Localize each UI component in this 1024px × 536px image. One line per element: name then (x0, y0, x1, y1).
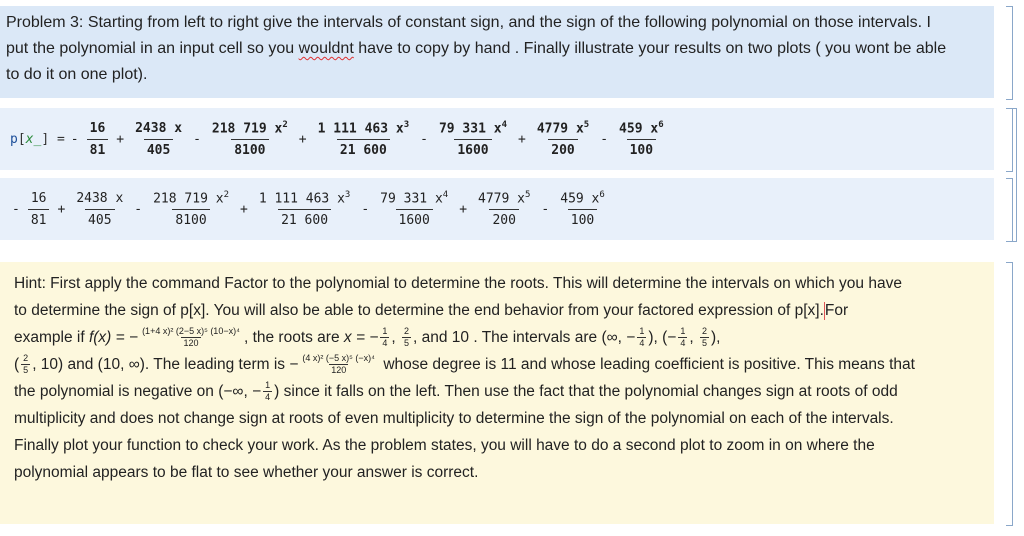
cell-bracket-hint[interactable] (1006, 262, 1013, 526)
exponent: 4 (442, 189, 449, 200)
hint-line-5 (14, 378, 982, 405)
term-numerator (87, 121, 109, 139)
term-denominator: 8100 (231, 139, 268, 158)
problem-line-2b: have to copy by hand . Finally illustrate your results on two plots ( you wont be able (353, 40, 947, 57)
inline-fraction (300, 353, 377, 376)
function-arg: x_ (25, 131, 42, 147)
numerator-text: 2438 x (76, 190, 124, 206)
term-numerator (73, 191, 126, 209)
hint-line-7: Finally plot your function to check your work. As the problem states, you will have to do a second plot to zoom in on where the (14, 437, 875, 454)
numerator-text: 218 719 x (153, 191, 224, 207)
hint-text: example if (14, 329, 89, 346)
operator: + (57, 201, 66, 217)
exponent: 2 (223, 189, 229, 200)
term-denominator: 200 (548, 139, 577, 158)
fraction-num: 2 (404, 326, 410, 337)
operator: - (361, 201, 370, 217)
hint-line-1: Hint: First apply the command Factor to the polynomial to determine the roots. This will determine the intervals on which you have (14, 275, 902, 292)
output-expression (10, 178, 614, 240)
inline-fraction (402, 326, 411, 349)
hint-line-3: example if f(x) = − $\frac{\text{(1+4 x)² (2−5 x)⁵ (10−x)⁴}}{120}$ , the roots are x = − $\frac{1}{4}$ , $\frac{2}{5}$ , and 10 . The intervals are (∞, − $\frac{1}{4}$ ), (− $\frac{1}{4}$ , $\frac{2}{5}$ ), (14, 326, 721, 349)
hint-math: x = − (343, 329, 379, 346)
inline-fraction (637, 326, 646, 349)
hint-line-2b: For (824, 302, 849, 319)
numerator-text: 218 719 x (211, 121, 283, 137)
term-denominator: 81 (28, 209, 50, 228)
input-cell[interactable] (0, 108, 994, 170)
operator: - (134, 201, 143, 217)
fraction-num: (1+4 x)² (2−5 x)⁵ (10−x)⁴ (142, 326, 240, 337)
hint-line-8: polynomial appears to be flat to see whether your answer is correct. (14, 464, 479, 481)
fraction-term (132, 121, 185, 158)
fraction-num: (4 x)² (−5 x)⁵ (−x)⁴ (302, 353, 376, 364)
fraction-term (557, 190, 608, 228)
fraction-num: 1 (265, 380, 271, 391)
fraction-num: 1 (382, 326, 388, 337)
fraction-den: 120 (183, 338, 199, 349)
operator: + (298, 131, 307, 147)
fraction-term (475, 190, 533, 228)
numerator-text: 459 x (619, 121, 659, 137)
operator: - (193, 131, 201, 147)
term-denominator: 405 (85, 209, 114, 228)
term-denominator: 200 (489, 209, 518, 228)
inline-fraction (21, 353, 30, 376)
term-numerator (28, 191, 50, 209)
problem-line-2a: put the polynomial in an input cell so you (6, 40, 299, 57)
term-numerator (475, 190, 533, 209)
hint-line-2a: to determine the sign of p[x]. You will also be able to determine the end behavior from your factored expression of p[x]. (14, 302, 824, 319)
fraction-den: 4 (639, 338, 645, 349)
hint-text: ), (− (648, 329, 677, 346)
hint-text: , and 10 . The intervals are (∞, − (413, 329, 636, 346)
function-name: p (10, 131, 18, 147)
term-denominator: 100 (568, 209, 597, 228)
fraction-den: 5 (404, 338, 410, 349)
term-numerator (377, 190, 451, 209)
term-denominator: 21 600 (337, 139, 390, 158)
lhs-close: ] = (41, 131, 65, 147)
hint-text: whose degree is 11 and whose leading coefficient is positive. This means that (379, 356, 915, 373)
input-lhs (10, 132, 65, 147)
fraction-term (28, 191, 50, 228)
cell-bracket-problem[interactable] (1006, 6, 1013, 100)
fraction-den: 4 (382, 338, 388, 349)
fraction-den: 4 (265, 392, 271, 403)
term-denominator: 100 (627, 139, 656, 158)
hint-line-4 (14, 351, 982, 378)
problem-line-3: to do it on one plot). (6, 66, 148, 83)
inline-fraction (678, 326, 687, 349)
inline-fraction (380, 326, 389, 349)
exponent: 5 (525, 189, 531, 200)
hint-text: ) since it falls on the left. Then use the fact that the polynomial changes sign at roots of odd (274, 383, 898, 400)
fraction-term (150, 190, 232, 228)
term-denominator: 405 (144, 139, 173, 158)
numerator-text: 459 x (560, 191, 600, 207)
numerator-text: 4779 x (478, 191, 525, 207)
operator: + (239, 201, 248, 217)
fraction-term (256, 190, 354, 228)
term-numerator (209, 120, 291, 139)
exponent: 3 (403, 119, 410, 130)
fraction-num: 1 (639, 326, 645, 337)
fraction-term (377, 190, 451, 228)
lead-sign: - (70, 131, 79, 147)
lhs-open: [ (17, 131, 26, 147)
lead-sign: - (12, 201, 20, 217)
inline-fraction (140, 326, 242, 349)
exponent: 3 (344, 189, 351, 200)
operator: - (600, 131, 609, 147)
numerator-text: 1 111 463 x (258, 191, 345, 207)
hint-text: , (689, 329, 698, 346)
numerator-text: 16 (30, 190, 47, 206)
problem-line-2 (6, 36, 994, 62)
fraction-term (534, 120, 592, 158)
exponent: 5 (583, 119, 590, 130)
fraction-den: 4 (680, 338, 686, 349)
exponent: 4 (501, 119, 507, 130)
numerator-text: 2438 x (135, 120, 183, 136)
problem-text-cell[interactable] (0, 6, 994, 98)
hint-text-cell[interactable] (0, 262, 994, 524)
hint-text: the polynomial is negative on (−∞, − (14, 383, 262, 400)
term-numerator (534, 120, 592, 139)
hint-text: ( (14, 356, 20, 373)
term-numerator (557, 190, 608, 209)
fraction-den: 5 (23, 365, 29, 376)
term-denominator: 8100 (172, 209, 209, 228)
term-denominator: 21 600 (278, 209, 331, 228)
fraction-term (616, 120, 667, 158)
numerator-text: 79 331 x (438, 121, 502, 137)
numerator-text: 1 111 463 x (317, 121, 404, 137)
hint-text: , the roots are (243, 329, 344, 346)
inline-fraction (700, 326, 709, 349)
term-numerator (256, 190, 354, 209)
inline-fraction (263, 380, 272, 403)
fraction-num: 2 (701, 326, 707, 337)
operator: - (420, 131, 428, 147)
term-denominator: 81 (87, 139, 109, 158)
input-expression[interactable] (10, 108, 673, 170)
numerator-text: 4779 x (536, 121, 584, 137)
fraction-num: 1 (680, 326, 686, 337)
operator: + (459, 201, 468, 217)
hint-math: f(x) = − (88, 329, 139, 346)
cell-group-bracket[interactable] (1010, 108, 1017, 242)
term-numerator (315, 120, 413, 139)
fraction-term (87, 121, 109, 158)
fraction-num: 2 (23, 353, 29, 364)
operator: - (541, 201, 550, 217)
fraction-term (209, 120, 291, 158)
operator: + (116, 131, 125, 147)
term-denominator: 1600 (454, 139, 491, 158)
term-numerator (436, 120, 510, 139)
hint-line-2 (14, 297, 982, 324)
term-denominator: 1600 (396, 209, 433, 228)
term-numerator (132, 121, 185, 139)
term-numerator (150, 190, 232, 209)
fraction-term (436, 120, 510, 158)
fraction-term (73, 191, 126, 228)
numerator-text: 79 331 x (380, 191, 443, 207)
hint-line-6: multiplicity and does not change sign at roots of even multiplicity to determine the sign of the polynomial on each of the intervals. (14, 410, 894, 427)
fraction-den: 5 (701, 338, 707, 349)
fraction-den: 120 (331, 365, 347, 376)
operator: + (518, 131, 526, 147)
fraction-term (315, 120, 413, 158)
output-cell (0, 178, 994, 240)
exponent: 2 (282, 119, 288, 130)
term-numerator (616, 120, 667, 139)
exponent: 6 (599, 189, 605, 200)
hint-text: , 10) and (10, ∞). The leading term is − (32, 356, 299, 373)
problem-line-1: Problem 3: Starting from left to right give the intervals of constant sign, and the sign of the following polynomial on those intervals. I (6, 14, 931, 31)
misspelled-word: wouldnt (298, 40, 354, 57)
exponent: 6 (658, 119, 664, 130)
hint-text: ), (711, 329, 721, 346)
numerator-text: 16 (89, 120, 106, 136)
